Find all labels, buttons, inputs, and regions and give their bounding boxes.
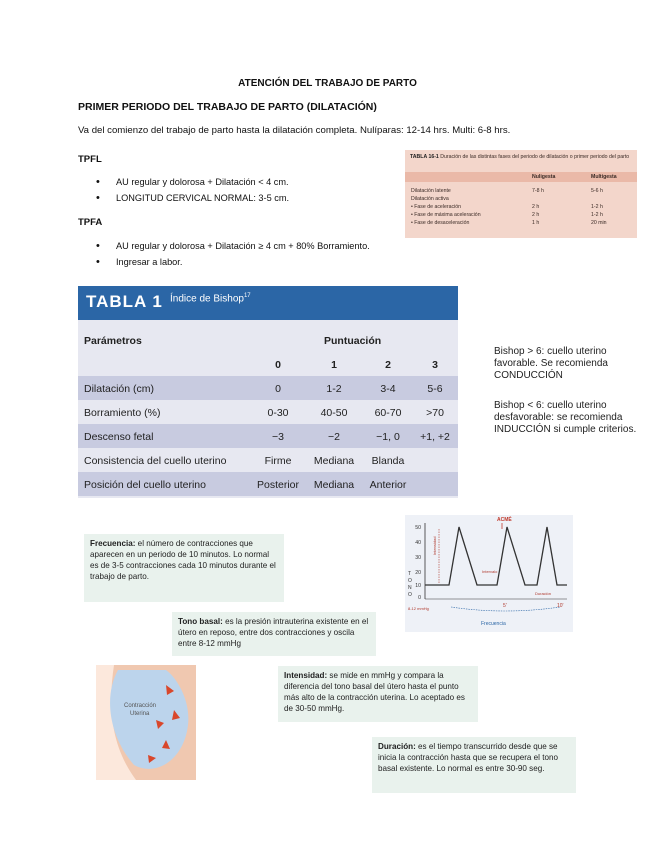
- y-axis-title: [408, 571, 412, 598]
- bishop-note-favorable: Bishop > 6: cuello uterino favorable. Se recomienda CONDUCCIÓN: [494, 346, 608, 381]
- bishop-note-unfavorable: Bishop < 6: cuello uterino desfavorable: se recomienda INDUCCIÓN si cumple criterios.: [494, 400, 637, 435]
- frequency-label: Frecuencia: [481, 621, 506, 627]
- table-row: Descenso fetal −3 −2 −1, 0 +1, +2: [78, 424, 458, 448]
- svg-text:N: N: [408, 585, 412, 591]
- intensity-label: Intensidad: [432, 536, 437, 555]
- definition: es el tiempo transcurrido desde que se inicia la contracción hasta que se recupera el tono basal existente. Lo normal es entre 30-90 seg.: [378, 742, 558, 773]
- tpfl-label: TPFL: [78, 154, 102, 165]
- bishop-table-number: TABLA 1: [86, 292, 163, 311]
- definition: el número de contracciones que aparecen en un periodo de 10 minutos. Lo normal es de 3-5 contracciones cada 10 minutos durante el trabajo de parto.: [90, 539, 276, 581]
- interval-label: Intervalo: [482, 569, 498, 574]
- svg-text:O: O: [408, 592, 412, 598]
- tpfa-list: [96, 238, 370, 270]
- svg-text:30: 30: [415, 555, 421, 561]
- table-row: Borramiento (%) 0-30 40-50 60-70 >70: [84, 407, 444, 419]
- svg-text:50: 50: [415, 525, 421, 531]
- page-title: ATENCIÓN DEL TRABAJO DE PARTO: [238, 78, 417, 89]
- table-header-row: Parámetros Puntuación: [84, 335, 382, 347]
- svg-text:O: O: [408, 578, 412, 584]
- col-nuligesta: Nuligesta: [532, 174, 556, 180]
- tono-range-label: 8-12 mmHg: [408, 606, 429, 611]
- duration-table: [405, 150, 637, 238]
- list-item: • LONGITUD CERVICAL NORMAL: 3-5 cm.: [96, 190, 289, 206]
- term: Tono basal:: [178, 617, 223, 626]
- illustration-label: Uterina: [130, 711, 150, 717]
- table-row: • Fase de desaceleración 1 h 20 min: [411, 220, 607, 226]
- table-row: Dilatación activa: [411, 196, 449, 202]
- table-header: [405, 172, 637, 182]
- intensidad-box: [278, 666, 478, 722]
- table-row: • Fase de máxima aceleración 2 h 1-2 h: [411, 212, 603, 218]
- time-5-label: 5': [503, 603, 507, 609]
- bishop-table-header: [78, 286, 458, 320]
- term: Duración:: [378, 742, 416, 751]
- score-row: 0 1 2 3: [275, 359, 438, 371]
- table-row: Posición del cuello uterino Posterior Mediana Anterior: [78, 472, 458, 496]
- term: Intensidad:: [284, 671, 328, 680]
- col-multigesta: Multigesta: [591, 174, 617, 180]
- tpfa-label: TPFA: [78, 217, 103, 228]
- illustration-label: Contracción: [124, 703, 157, 709]
- acme-label: ACMÉ: [497, 517, 512, 523]
- svg-text:40: 40: [415, 540, 421, 546]
- list-item: • AU regular y dolorosa + Dilatación ≥ 4 cm + 80% Borramiento.: [96, 238, 370, 254]
- table-row: Dilatación latente 7-8 h 5-6 h: [411, 188, 603, 194]
- duration-label: Duración: [535, 591, 552, 596]
- svg-text:T: T: [408, 571, 412, 577]
- table-row: Consistencia del cuello uterino Firme Mediana Blanda: [84, 455, 405, 467]
- uterine-contraction-illustration: [96, 665, 196, 780]
- bishop-table: [78, 286, 458, 498]
- contraction-graph: [405, 515, 573, 632]
- table-row: • Fase de aceleración 2 h 1-2 h: [411, 204, 603, 210]
- definition: se mide en mmHg y compara la diferencia del tono basal del útero hasta el punto más alto de la contracción uterina. Lo aceptado es de 30-50 mmHg.: [284, 671, 465, 713]
- table-row: Dilatación (cm) 0 1-2 3-4 5-6: [78, 376, 458, 400]
- duracion-box: [372, 737, 576, 793]
- table-caption: [410, 154, 635, 161]
- svg-text:20: 20: [415, 570, 421, 576]
- contraction-curve: [425, 527, 567, 585]
- table-label: TABLA 16-1: [410, 154, 439, 160]
- tpfl-list: [96, 174, 289, 206]
- list-item: • AU regular y dolorosa + Dilatación < 4 cm.: [96, 174, 289, 190]
- intro-text: Va del comienzo del trabajo de parto hasta la dilatación completa. Nulíparas: 12-14 hrs. Multi: 6-8 hrs.: [78, 125, 511, 136]
- section-heading: PRIMER PERIODO DEL TRABAJO DE PARTO (DILATACIÓN): [78, 101, 377, 113]
- svg-text:0: 0: [418, 595, 421, 601]
- definition: es la presión intrauterina existente en el útero en reposo, entre dos contracciones y oscila entre 8-12 mmHg: [178, 617, 369, 648]
- caption-text: Duración de las distintas fases del periodo de dilatación o primer periodo del parto: [440, 154, 630, 160]
- svg-text:10: 10: [415, 583, 421, 589]
- list-item: • Ingresar a labor.: [96, 254, 370, 270]
- bishop-table-title: Índice de Bishop$^{17}$: [170, 293, 251, 305]
- term: Frecuencia:: [90, 539, 136, 548]
- tono-basal-box: [172, 612, 376, 656]
- y-axis-ticks: [415, 525, 421, 601]
- frecuencia-box: [84, 534, 284, 602]
- time-10-label: 10': [557, 603, 564, 609]
